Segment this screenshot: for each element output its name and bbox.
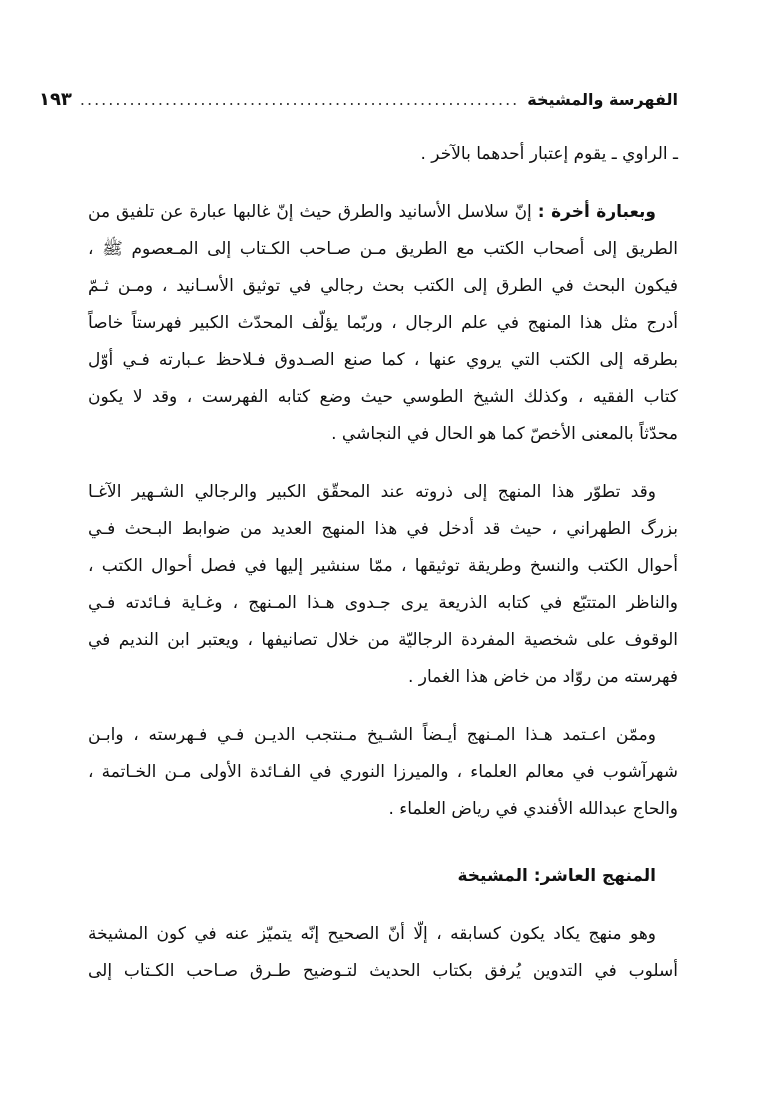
dot-leader: .............................................................. (79, 89, 520, 109)
text-line: أسلوب في التدوين يُرفق بكتاب الحديث لتـوضيح طـرق صـاحب الكـتاب إلى (88, 961, 678, 981)
text-line: ـ الراوي ـ يقوم إعتبار أحدهما بالآخر . (420, 144, 678, 164)
text-line: فهرسته من روّاد من خاض هذا الغمار . (407, 667, 678, 687)
section-heading: المنهج العاشر: المشيخة (457, 866, 656, 886)
body-text (88, 136, 678, 990)
chapter-title: الفهرسة والمشيخة (527, 89, 678, 109)
text-line (88, 194, 678, 231)
text-line: والحاج عبدالله الأفندي في رياض العلماء . (388, 799, 678, 819)
paragraph-lead: وبعبارة أخرة : (537, 202, 656, 222)
text-line: محدّثاً بالمعنى الأخصّ كما هو الحال في النجاشي . (331, 424, 678, 444)
text-line: بطرقه إلى الكتب التي يروي عنها ، كما صنع الصـدوق فـلاحظ عـبارته فـي أوّل (88, 350, 678, 370)
text-line: وقد تطوّر هذا المنهج إلى ذروته عند المحقّق الكبير والرجالي الشـهير الآغـا (88, 482, 656, 502)
text-line: وممّن اعـتمد هـذا المـنهج أيـضاً الشـيخ مـنتجب الديـن فـي فـهرسته ، وابـن (88, 725, 656, 745)
text-line: فيكون البحث في الطرق إلى الكتب بحث رجالي في توثيق الأسـانيد ، ومـن ثـمّ (88, 276, 678, 296)
page-number: ١٩٣ (38, 88, 72, 110)
text-line: أدرج مثل هذا المنهج في علم الرجال ، وربّما يؤلّف المحدّث الكبير فهرستاً خاصاً (88, 313, 678, 333)
text-line: شهرآشوب في معالم العلماء ، والميرزا النوري في الفـائدة الأولى مـن الخـاتمة ، (88, 762, 678, 782)
text-line-rest: إنّ سلاسل الأسانيد والطرق حيث إنّ غالبها عبارة عن تلفيق من (88, 202, 532, 222)
text-line: أحوال الكتب والنسخ وطريقة توثيقها ، ممّا سنشير إليها في فصل أحوال الكتب ، (88, 556, 678, 576)
text-line: والناظر المتتبّع في كتابه الذريعة يرى جـدوى هـذا المـنهج ، وغـاية فـائدته فـي (88, 593, 678, 613)
text-line: كتاب الفقيه ، وكذلك الشيخ الطوسي حيث وضع كتابه الفهرست ، وقد لا يكون (88, 387, 678, 407)
text-line: وهو منهج يكاد يكون كسابقه ، إلّا أنّ الصحيح إنّه يتميّز عنه في كون المشيخة (88, 924, 656, 944)
text-line: الطريق إلى أصحاب الكتب مع الطريق مـن صـاحب الكـتاب إلى المـعصوم ﷺ ، (88, 239, 678, 259)
text-line: بزرگ الطهراني ، حيث قد أدخل في هذا المنهج العديد من ضوابط البـحث فـي (88, 519, 678, 539)
running-header (38, 84, 678, 114)
text-line: الوقوف على شخصية المفردة الرجاليّة من خلال تصانيفها ، ويعتبر ابن النديم في (88, 630, 678, 650)
